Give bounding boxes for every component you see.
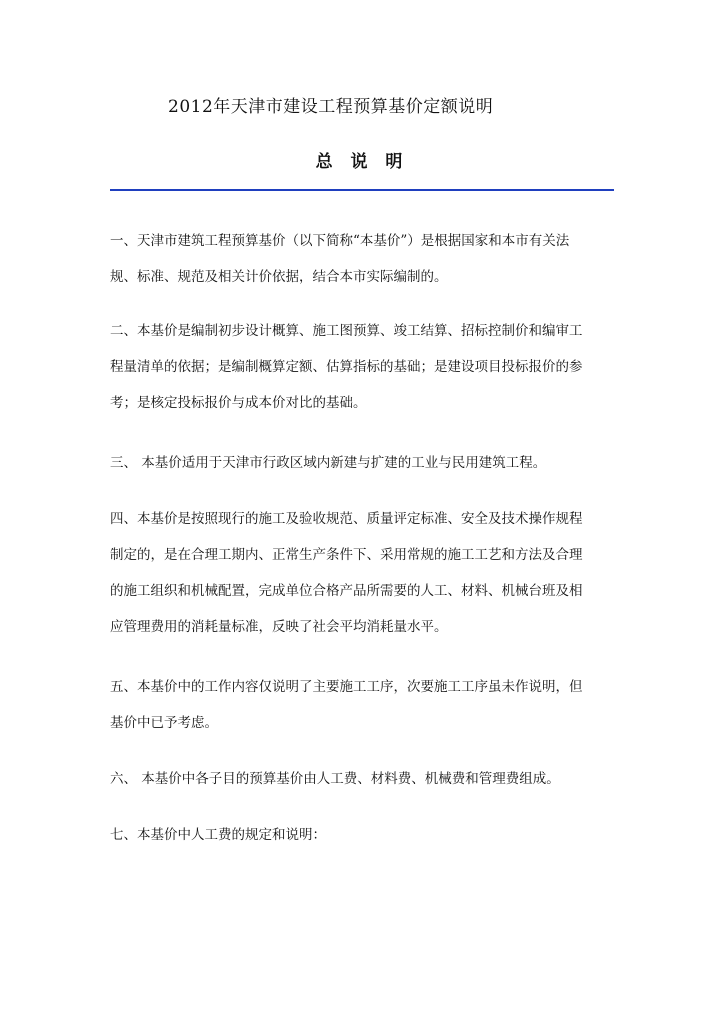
paragraph-6	[110, 766, 614, 792]
paragraph-4-line-2: 制定的，是在合理工期内、正常生产条件下、采用常规的施工工艺和方法及合理	[110, 547, 583, 563]
paragraph-1-line-1: 一、天津市建筑工程预算基价（以下简称“本基价”）是根据国家和本市有关法	[110, 233, 570, 249]
paragraph-4-line-4: 应管理费用的消耗量标准，反映了社会平均消耗量水平。	[110, 619, 448, 635]
paragraph-5-line-2: 基价中已予考虑。	[110, 715, 218, 731]
paragraph-7-line-1: 七、本基价中人工费的规定和说明：	[110, 827, 326, 843]
section-title: 总 说 明	[315, 152, 409, 172]
paragraph-2-line-1: 二、本基价是编制初步设计概算、施工图预算、竣工结算、招标控制价和编审工	[110, 323, 583, 339]
paragraph-2-line-2: 程量清单的依据；是编制概算定额、估算指标的基础；是建设项目投标报价的参	[110, 359, 583, 375]
paragraph-7	[110, 822, 614, 848]
paragraph-5	[110, 674, 614, 736]
paragraph-6-line-1: 六、 本基价中各子目的预算基价由人工费、材料费、机械费和管理费组成。	[110, 771, 560, 787]
paragraph-3-line-1: 三、 本基价适用于天津市行政区域内新建与扩建的工业与民用建筑工程。	[110, 455, 547, 471]
paragraph-1	[110, 228, 614, 290]
paragraph-4-line-3: 的施工组织和机械配置，完成单位合格产品所需要的人工、材料、机械台班及相	[110, 583, 583, 599]
paragraph-1-line-2: 规、标准、规范及相关计价依据，结合本市实际编制的。	[110, 269, 448, 285]
paragraph-4	[110, 506, 614, 640]
paragraph-3	[110, 450, 614, 476]
title-divider	[110, 189, 614, 191]
paragraph-4-line-1: 四、本基价是按照现行的施工及验收规范、质量评定标准、安全及技术操作规程	[110, 511, 583, 527]
document-title: 2012年天津市建设工程预算基价定额说明	[168, 97, 494, 117]
paragraph-2	[110, 318, 614, 416]
paragraph-2-line-3: 考；是核定投标报价与成本价对比的基础。	[110, 395, 367, 411]
paragraph-5-line-1: 五、本基价中的工作内容仅说明了主要施工工序，次要施工工序虽未作说明，但	[110, 679, 583, 695]
